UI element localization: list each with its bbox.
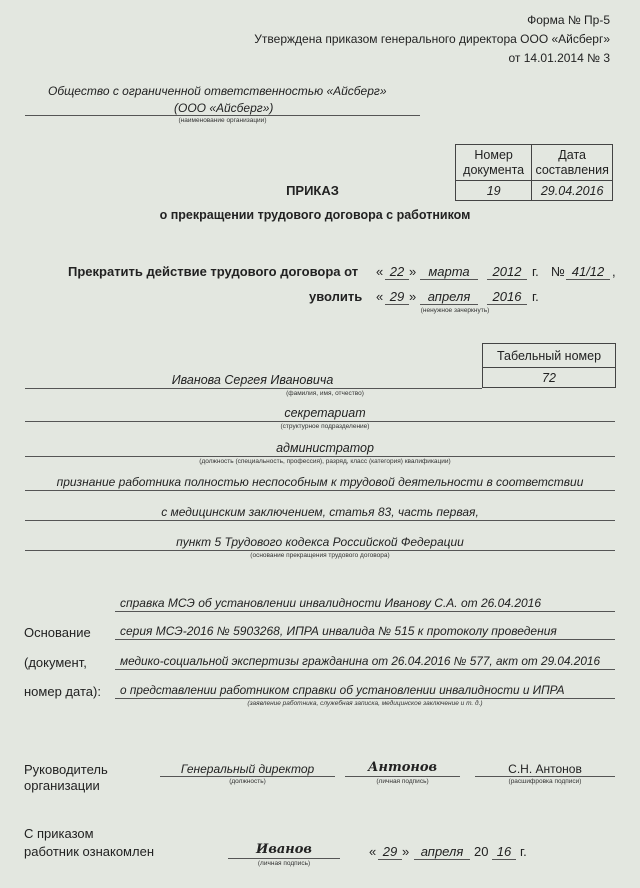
terminate-year-suffix: г. <box>532 264 539 279</box>
head-decoded-line <box>475 776 615 777</box>
terminate-quote-open: « <box>376 264 384 279</box>
document-date-header: Дата составления <box>532 145 613 181</box>
employee-name-line <box>25 388 482 389</box>
tab-number-header: Табельный номер <box>483 344 616 368</box>
dismiss-label: уволить <box>309 289 363 304</box>
ack-signature: Иванов <box>256 842 312 857</box>
document-number-table <box>455 144 613 201</box>
document-title: ПРИКАЗ <box>286 183 339 198</box>
approval-line: Утверждена приказом генерального директора ООО «Айсберг» <box>254 32 610 46</box>
basis-caption: (заявление работника, служебная записка, медицинское заключение и т. д.) <box>247 700 483 707</box>
grounds-line-2: с медицинским заключением, статья 83, часть первая, <box>161 505 479 519</box>
ack-quote-open: « <box>369 844 377 859</box>
organization-line <box>25 115 420 116</box>
basis-line-2: серия МСЭ-2016 № 5903268, ИПРА инвалида № 515 к протоколу проведения <box>120 624 557 638</box>
terminate-day-line <box>385 279 409 280</box>
head-signature-line <box>345 776 460 777</box>
employee-department-caption: (структурное подразделение) <box>280 423 370 430</box>
basis-line-3: медико-социальной экспертизы гражданина от 26.04.2016 № 577, акт от 29.04.2016 <box>120 654 601 668</box>
document-subtitle: о прекращении трудового договора с работником <box>159 208 471 222</box>
employee-name-caption: (фамилия, имя, отчество) <box>286 390 364 397</box>
terminate-year: 2012 <box>492 264 522 279</box>
employee-position-line <box>25 456 615 457</box>
basis-line-3-rule <box>115 669 615 670</box>
ack-label-2: работник ознакомлен <box>24 844 154 859</box>
dismiss-caption: (ненужное зачеркнуть) <box>420 307 490 314</box>
terminate-label: Прекратить действие трудового договора от <box>68 264 359 279</box>
dismiss-year-line <box>487 304 527 305</box>
ack-month: апреля <box>420 844 464 859</box>
terminate-day: 22 <box>389 264 405 279</box>
dismiss-day: 29 <box>389 289 405 304</box>
employee-department: секретариат <box>284 406 366 420</box>
dismiss-day-line <box>385 304 409 305</box>
ack-month-line <box>414 859 470 860</box>
tab-number-table <box>482 343 616 388</box>
tab-number-value: 72 <box>483 368 616 388</box>
ack-day-line <box>378 859 402 860</box>
ack-label-1: С приказом <box>24 826 94 841</box>
employee-position-caption: (должность (специальность, профессия), разряд, класс (категория) квалификации) <box>199 458 451 465</box>
ack-signature-caption: (личная подпись) <box>257 860 311 867</box>
ack-quote-close: » <box>402 844 410 859</box>
head-signature: Антонов <box>367 760 438 775</box>
terminate-month: марта <box>428 264 470 279</box>
dismiss-quote-open: « <box>376 289 384 304</box>
terminate-number-label: № <box>551 264 565 279</box>
terminate-year-line <box>487 279 527 280</box>
grounds-line-1-rule <box>25 490 615 491</box>
grounds-line-1: признание работника полностью неспособным к трудовой деятельности в соответствии <box>56 475 584 489</box>
basis-label-3: номер дата): <box>24 684 101 699</box>
basis-line-1-rule <box>115 611 615 612</box>
organization-short-name: (ООО «Айсберг») <box>174 101 274 115</box>
terminate-month-line <box>420 279 478 280</box>
head-decoded-caption: (расшифровка подписи) <box>508 778 582 785</box>
document-number-value: 19 <box>456 181 532 201</box>
ack-year-line <box>492 859 516 860</box>
terminate-comma: , <box>612 264 616 279</box>
organization-caption: (наименование организации) <box>178 117 267 124</box>
employee-department-line <box>25 421 615 422</box>
dismiss-month-line <box>420 304 478 305</box>
approval-date: от 14.01.2014 № 3 <box>508 51 610 65</box>
form-number: Форма № Пр-5 <box>527 13 610 27</box>
basis-label-1: Основание <box>24 625 91 640</box>
ack-day: 29 <box>382 844 398 859</box>
grounds-line-2-rule <box>25 520 615 521</box>
basis-label-2: (документ, <box>24 655 87 670</box>
ack-signature-line <box>228 858 340 859</box>
head-label-2: организации <box>24 778 100 793</box>
basis-line-4-rule <box>115 698 615 699</box>
employee-name: Иванова Сергея Ивановича <box>171 373 334 387</box>
ack-year: 16 <box>496 844 512 859</box>
head-decoded-signature: С.Н. Антонов <box>508 762 582 776</box>
document-number-header: Номер документа <box>456 145 532 181</box>
grounds-caption: (основание прекращения трудового договора) <box>250 552 390 559</box>
ack-year-prefix: 20 <box>474 844 489 859</box>
document-date-value: 29.04.2016 <box>532 181 613 201</box>
terminate-number: 41/12 <box>571 264 605 279</box>
head-position-line <box>160 776 335 777</box>
organization-name: Общество с ограниченной ответственностью «Айсберг» <box>48 84 387 98</box>
head-position: Генеральный директор <box>180 762 315 776</box>
grounds-line-3: пункт 5 Трудового кодекса Российской Федерации <box>176 535 464 549</box>
head-position-caption: (должность) <box>229 778 266 785</box>
ack-year-suffix: г. <box>520 844 527 859</box>
dismiss-month: апреля <box>427 289 471 304</box>
basis-line-2-rule <box>115 639 615 640</box>
terminate-number-line <box>566 279 610 280</box>
dismiss-quote-close: » <box>409 289 417 304</box>
head-signature-caption: (личная подпись) <box>376 778 429 785</box>
dismiss-year: 2016 <box>492 289 522 304</box>
dismiss-year-suffix: г. <box>532 289 539 304</box>
employee-position: администратор <box>276 441 374 455</box>
basis-line-4: о представлении работником справки об установлении инвалидности и ИПРА <box>120 683 565 697</box>
basis-line-1: справка МСЭ об установлении инвалидности Иванову С.А. от 26.04.2016 <box>120 596 542 610</box>
head-label-1: Руководитель <box>24 762 108 777</box>
terminate-quote-close: » <box>409 264 417 279</box>
grounds-line-3-rule <box>25 550 615 551</box>
